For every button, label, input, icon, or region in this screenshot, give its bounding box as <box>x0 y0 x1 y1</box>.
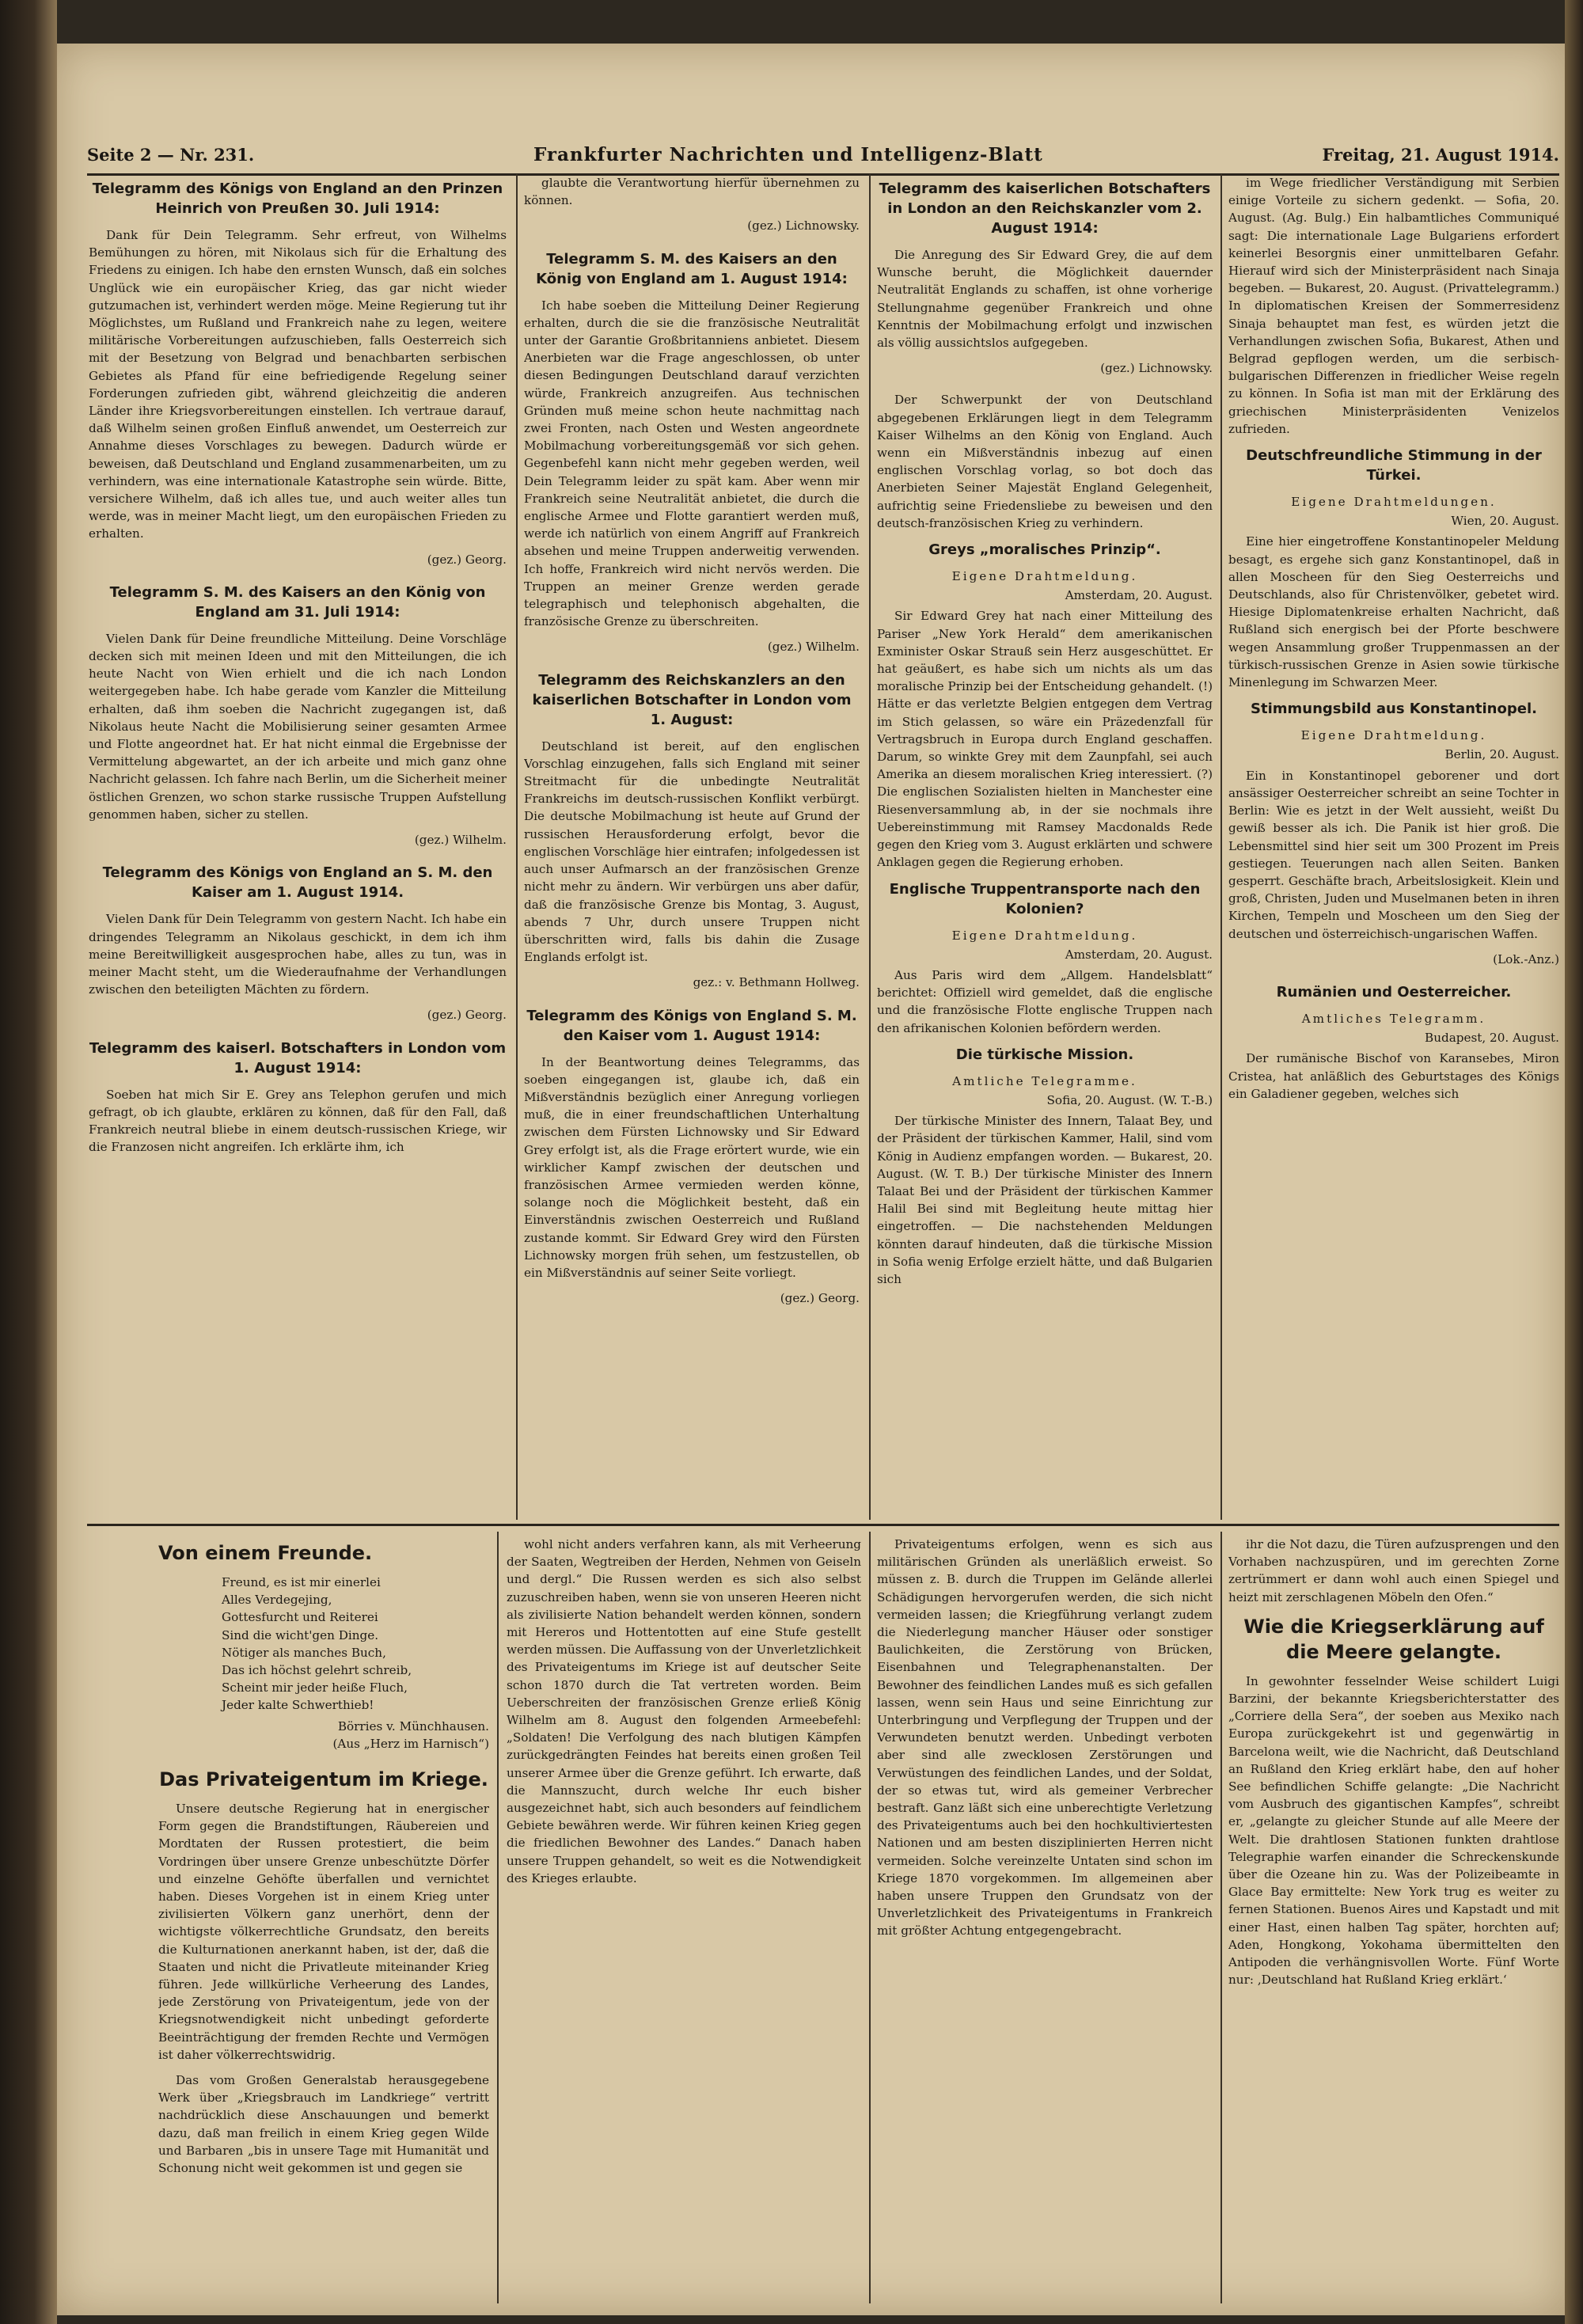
article-dateline: Sofia, 20. August. (W. T.-B.) <box>1046 1092 1213 1107</box>
article-paragraph: im Wege friedlicher Verständigung mit Serbien einige Vorteile zu sichern gedenkt. — Sofia, 20. August. (Ag. Bulg.) Ein halbamtliches Communiqué sagt: Die internationale Lage Bulgariens erfordert keinerlei Besorgnis einer unmittelbaren Gefahr. Hierauf wird sich der Ministerpräsident nach Sinaja begeben. — Bukarest, 20. August. (Privattelegramm.) In diplomatischen Kreisen der Sommerresidenz Sinaja behauptet man fest, es würden jetzt die Verhandlungen zwischen Sofia, Bukarest, Athen und Belgrad gepflogen werden, um die serbisch-bulgarischen Differenzen in friedlicher Weise regeln zu können. In Sofia ist man mit der Erklärung des griechischen Ministerpräsidenten Venizelos zufrieden. <box>1228 176 1559 436</box>
article-headline: Telegramm des Königs von England an den Prinzen Heinrich von Preußen 30. Juli 1914: <box>92 180 503 217</box>
poem-title: Von einem Freunde. <box>158 1542 373 1564</box>
article-headline: Telegramm des Königs von England S. M. den Kaiser vom 1. August 1914: <box>526 1007 857 1044</box>
article-source: Eigene Drahtmeldungen. <box>1291 495 1497 510</box>
article-headline: Stimmungsbild aus Konstantinopel. <box>1251 701 1537 718</box>
article-paragraph: Der rumänische Bischof von Karansebes, Miron Cristea, hat anläßlich des Geburtstages des Königs ein Galadiener gegeben, welches sich <box>1228 1051 1559 1101</box>
article-headline: Deutschfreundliche Stimmung in der Türkei. <box>1246 447 1542 484</box>
article-headline: Telegramm des kaiserlichen Botschafters in London an den Reichskanzler vom 2. August 1914: <box>879 180 1211 237</box>
article-paragraph: Der Schwerpunkt der von Deutschland abgegebenen Erklärungen liegt in dem Telegramm Kaiser Wilhelms an den König von England. Auch wenn ein Mißverständnis inbezug auf einen englischen Vorschlag vorlag, so bot doch das Anerbieten Seiner Majestät England Gelegenheit, aufrichtig seine Friedensliebe zu beweisen und den deutsch-französischen Krieg zu verhindern. <box>877 393 1213 530</box>
article-headline: Die türkische Mission. <box>955 1046 1134 1063</box>
article-paragraph: Der türkische Minister des Innern, Talaat Bey, und der Präsident der türkischen Kammer, Halil, sind vom König in Audienz empfangen worden. — Bukarest, 20. August. (W. T. B.) Der türkische Minister des Innern Talaat Bei und der Präsident der türkischen Kammer Halil Bei sind mit Begleitung heute mittag hier eingetroffen. — Die nachstehenden Meldungen könnten darauf hindeuten, daß die türkische Mission in Sofia wenig Erfolge erzielt hätte, und daß Bulgarien sich <box>877 1114 1213 1286</box>
column-rule <box>869 1532 871 2303</box>
article-headline: Telegramm des Reichskanzlers an den kaiserlichen Botschafter in London vom 1. August: <box>532 671 852 728</box>
article-source: Eigene Drahtmeldung. <box>951 928 1138 943</box>
article-title: Wie die Kriegserklärung auf die Meere gelangte. <box>1243 1615 1544 1663</box>
header-page-number: Seite 2 — Nr. 231. <box>87 144 255 165</box>
article-headline: Rumänien und Oesterreicher. <box>1276 983 1512 1001</box>
article-signature: (gez.) Georg. <box>427 552 507 567</box>
article-headline: Telegramm S. M. des Kaisers an den König von England am 31. Juli 1914: <box>109 583 486 621</box>
article-paragraph: Privateigentums erfolgen, wenn es sich aus militärischen Gründen als unerläßlich erweist. So müssen z. B. durch die Truppen im Gelände allerlei Schädigungen hervorgerufen werden, die sich nicht vermeiden lassen; die Kriegführung verlangt zudem die Niederlegung mancher Häuser oder sonstiger Baulichkeiten, die Zerstörung von Brücken, Eisenbahnen und Telegraphenanstalten. Der Bewohner des feindlichen Landes muß es sich gefallen lassen, wenn sein Haus und seine Einrichtung zur Unterbringung und Verpflegung der Truppen und der Verwundeten benutzt werden. Unbedingt verboten aber sind alle zwecklosen Zerstörungen und Verwüstungen des feindlichen Landes, und der Soldat, der so etwas tut, wird als gemeiner Verbrecher bestraft. Ganz läßt sich eine unberechtigte Verletzung des Privateigentums auch bei den hochkultiviertesten Nationen und am besten disziplinierten Herren nicht vermeiden. Solche vereinzelte Untaten sind schon im Kriege 1870 vorgekommen. Im allgemeinen aber haben unsere Truppen den Grundsatz von der Unverletzlichkeit des Privateigentums in Frankreich mit größter Achtung entgegengebracht. <box>877 1537 1213 1939</box>
article-headline: Greys „moralisches Prinzip“. <box>928 541 1161 559</box>
book-binding-left <box>0 0 57 2324</box>
book-binding-right <box>1565 0 1583 2324</box>
article-headline: Telegramm des kaiserl. Botschafters in London vom 1. August 1914: <box>89 1039 507 1077</box>
article-paragraph: Ich habe soeben die Mitteilung Deiner Regierung erhalten, durch die sie die französische Neutralität unter der Garantie Großbritanniens anbietet. Diesem Anerbieten war die Frage angeschlossen, ob unter diesen Bedingungen Deutschland darauf verzichten würde, Frankreich anzugreifen. Aus technischen Gründen muß meine schon heute nachmittag nach zwei Fronten, nach Osten und Westen angeordnete Mobilmachung vorbereitungsgemäß vor sich gehen. Gegenbefehl kann nicht mehr gegeben werden, weil Dein Telegramm leider zu spät kam. Aber wenn mir Frankreich seine Neutralität anbietet, die durch die englische Armee und Flotte garantiert werden muß, werde ich natürlich von einem Angriff auf Frankreich absehen und meine Truppen anderweitig verwenden. Ich hoffe, Frankreich wird nicht nervös werden. Die Truppen an meiner Grenze werden gerade telegraphisch und telephonisch abgehalten, die französische Grenze zu überschreiten. <box>524 298 860 629</box>
article-title: Das Privateigentum im Kriege. <box>159 1768 488 1791</box>
article-paragraph: In gewohnter fesselnder Weise schildert Luigi Barzini, der bekannte Kriegsberichterstatter des „Corriere della Sera“, der soeben aus Mexiko nach Europa zurückgekehrt ist und gegenwärtig in Barcelona weilt, wie die Nachricht, daß Deutschland an Rußland den Krieg erklärt habe, den auf hoher See befindlichen Schiffe gelangte: „Die Nachricht vom Ausbruch des gigantischen Kampfes“, schreibt er, „gelangte zu gleicher Stunde auf alle Meere der Welt. Die drahtlosen Stationen funkten drahtlose Telegraphie warfen einander die Schreckenskunde über die Ozeane hin zu. Was der Polizeibeamte in Glace Bay ermittelte: New York trug es weiter zu fernen Stationen. Buenos Aires und Kapstadt und mit einer Hast, einen halben Tag später, horchten auf; Aden, Hongkong, Yokohama übermittelten den Antipoden die verhängnisvollen Worte. Fünf Worte nur: ‚Deutschland hat Rußland Krieg erklärt.‘ <box>1228 1673 1559 1988</box>
article-signature: (gez.) Wilhelm. <box>767 640 860 655</box>
lower-column-1 <box>158 1536 489 2303</box>
article-paragraph: Die Anregung des Sir Edward Grey, die auf dem Wunsche beruht, die Möglichkeit dauernder Neutralität Englands zu schaffen, ist ohne vorherige Stellungnahme gegenüber Frankreich und ohne Kenntnis der Mobilmachung erfolgt und inzwischen als völlig aussichtslos aufgegeben. <box>877 248 1213 351</box>
column-3 <box>877 174 1213 1520</box>
section-divider <box>87 1524 1559 1526</box>
article-paragraph: Eine hier eingetroffene Konstantinopeler Meldung besagt, es ergehe sich ganz Konstantinopel, daß in allen Moscheen für den Sieg Oesterreichs und Deutschlands, also für Christenvölker, gebetet wird. Hiesige Diplomatenkreise erhalten Nachricht, daß Rußland sich energisch bei der Pforte beschwere wegen Ansammlung großer Truppenmassen an der türkisch-russischen Grenze in Asien sowie türkische Minenlegung im Schwarzen Meer. <box>1228 534 1559 690</box>
article-signature: gez.: v. Bethmann Hollweg. <box>693 975 860 990</box>
article-dateline: Budapest, 20. August. <box>1425 1031 1559 1046</box>
lower-column-2 <box>507 1536 861 2303</box>
article-dateline: Wien, 20. August. <box>1451 514 1559 529</box>
article-headline: Telegramm des Königs von England an S. M. den Kaiser am 1. August 1914. <box>102 864 493 902</box>
column-rule <box>497 1532 499 2303</box>
article-paragraph: ihr die Not dazu, die Türen aufzusprengen und den Vorhaben nachzuspüren, und im gerechten Zorne zertrümmert er dann wohl auch einen Spiegel und heizt mit zerschlagenen Möbeln den Ofen.“ <box>1228 1537 1559 1604</box>
article-paragraph: Dank für Dein Telegramm. Sehr erfreut, von Wilhelms Bemühungen zu hören, mit Nikolaus sich für die Erhaltung des Friedens zu einigen. Ich habe den ernsten Wunsch, daß ein solches Unglück wie ein europäischer Krieg, das gar nicht wieder gutzumachen ist, verhindert werden möge. Meine Regierung tut ihr Möglichstes, um Rußland und Frankreich nahe zu legen, weitere militärische Vorbereitungen aufzuschieben, falls Oesterreich sich mit der Besetzung von Belgrad und benachbarten serbischen Gebietes als Pfand für eine befriedigende Regelung seiner Forderungen zufrieden gibt, während gleichzeitig die anderen Länder ihre Kriegsvorbereitungen einstellen. Ich vertraue darauf, daß Wilhelm seinen großen Einfluß anwendet, um Oesterreich zur Annahme dieses Vorschlages zu bewegen. Dadurch würde er beweisen, daß Deutschland und England zusammenarbeiten, um zu verhindern, was eine internationale Katastrophe sein würde. Bitte, versichere Wilhelm, daß ich alles tue, und auch weiter alles tun werde, was in meiner Macht liegt, um den europäischen Frieden zu erhalten. <box>89 228 507 541</box>
column-rule <box>1220 1532 1222 2303</box>
article-paragraph: Soeben hat mich Sir E. Grey ans Telephon gerufen und mich gefragt, ob ich glaubte, erklären zu können, daß für den Fall, daß Frankreich neutral bliebe in einem deutsch-russischen Kriege, wir die Franzosen nicht angreifen. Ich erklärte ihm, ich <box>89 1087 507 1155</box>
article-paragraph: wohl nicht anders verfahren kann, als mit Verheerung der Saaten, Wegtreiben der Herden, Nehmen von Geiseln und dergl.“ Die Russen werden es sich also selbst zuzuschreiben haben, wenn sie von unseren Heeren nicht als zivilisierte Nation behandelt werden können, sondern mit Hereros und Hottentotten auf eine Stufe gestellt werden müssen. Die Auffassung von der Unverletzlichkeit des Privateigentums im Kriege ist auf deutscher Seite schon 1870 durch die Tat vertreten worden. Beim Ueberschreiten der französischen Grenze erließ König Wilhelm am 8. August den folgenden Armeebefehl: „Soldaten! Die Verfolgung des nach blutigen Kämpfen zurückgedrängten Feindes hat bereits einen großen Teil unserer Armee über die Grenze geführt. Ich erwarte, daß die Mannszucht, durch welche Ihr euch bisher ausgezeichnet habt, sich auch besonders auf feindlichem Gebiete bewähren werde. Wir führen keinen Krieg gegen die friedlichen Bewohner des Landes.“ Danach haben unsere Truppen gehandelt, so weit es die Notwendigkeit des Krieges erlaubte. <box>507 1537 861 1885</box>
article-signature: (Lok.-Anz.) <box>1493 951 1559 966</box>
lower-column-4 <box>1228 1536 1559 2303</box>
article-paragraph: In der Beantwortung deines Telegramms, das soeben eingegangen ist, glaube ich, daß ein Mißverständnis bezüglich einer Anregung vorliegen muß, die in einer freundschaftlichen Unterhaltung zwischen dem Fürsten Lichnowsky und Sir Edward Grey erfolgt ist, als die Frage erörtert wurde, wie ein wirklicher Kampf zwischen der deutschen und französischen Armee vermieden werden könne, solange noch die Möglichkeit besteht, daß ein Einverständnis zwischen Oesterreich und Rußland zustande kommt. Sir Edward Grey wird den Fürsten Lichnowsky morgen früh sehen, um festzustellen, ob ein Mißverständnis auf seiner Seite vorliegt. <box>524 1054 860 1280</box>
article-paragraph: glaubte die Verantwortung hierfür übernehmen zu können. <box>524 176 860 208</box>
article-paragraph: Sir Edward Grey hat nach einer Mitteilung des Pariser „New York Herald“ dem amerikanischen Exminister Oskar Strauß sein Herz ausgeschüttet. Er hat geäußert, es habe sich um nichts als um das moralische Prinzip bei der Entscheidung gehandelt. (!) Hätte er das verletzte Belgien entgegen dem Vertrag im Stich gelassen, so wäre ein Präzedenzfall für Vertragsbruch in Europa durch England geschaffen. Darum, so winkte Grey mit dem Zaunpfahl, sei auch Amerika an diesem moralischen Krieg interessiert. (?) Die englischen Sozialisten hielten in Manchester eine Riesenversammlung ab, in der sie nochmals ihre Uebereinstimmung mit Ramsey Macdonalds Rede gegen den Krieg vom 3. August erklärten und schwere Anklagen gegen die Regierung erhoben. <box>877 609 1213 870</box>
article-signature: (gez.) Lichnowsky. <box>747 218 860 234</box>
article-headline: Englische Truppentransporte nach den Kolonien? <box>889 880 1201 917</box>
header-masthead: Frankfurter Nachrichten und Intelligenz-Blatt <box>533 143 1043 165</box>
article-paragraph: Das vom Großen Generalstab herausgegebene Werk über „Kriegsbrauch im Landkriege“ vertritt nachdrücklich diese Anschauungen und bemerkt dazu, daß man freilich in einem Krieg gegen Wilde und Barbaren „bis in unsere Tage mit Humanität und Schonung nicht weit gekommen ist und gegen sie <box>158 2073 489 2176</box>
article-headline: Telegramm S. M. des Kaisers an den König von England am 1. August 1914: <box>536 250 848 287</box>
article-dateline: Amsterdam, 20. August. <box>1065 588 1213 603</box>
article-source: Amtliche Telegramme. <box>952 1073 1137 1088</box>
article-paragraph: Unsere deutsche Regierung hat in energischer Form gegen die Brandstiftungen, Räubereien und Mordtaten der Russen protestiert, die beim Vordringen über unsere Grenze unbeschützte Dörfer und einzelne Gehöfte überfallen und vernichtet haben. Dieses Vorgehen ist in einem Krieg unter zivilisierten Völkern ganz unerhört, denn der wichtigste völkerrechtliche Grundsatz, den bereits die Kulturnationen anerkannt haben, ist der, daß die Staaten und nicht die Privatleute miteinander Krieg führen. Jede willkürliche Verheerung des Landes, jede Zerstörung von Privateigentum, jede von der Kriegsnotwendigkeit nicht unbedingt geforderte Beeinträchtigung der fremden Rechte und Vermögen ist daher völkerrechtswidrig. <box>158 1802 489 2062</box>
article-signature: (gez.) Wilhelm. <box>414 833 507 848</box>
header-date: Freitag, 21. August 1914. <box>1322 144 1559 165</box>
article-paragraph: Deutschland ist bereit, auf den englischen Vorschlag einzugehen, falls sich England mit seiner Streitmacht für die unbedingte Neutralität Frankreichs im deutsch-russischen Konflikt verbürgt. Die deutsche Mobilmachung ist heute auf Grund der russischen Herausforderung erfolgt, bevor die englischen Vorschläge hier eintrafen; infolgedessen ist auch unser Aufmarsch an der französischen Grenze nicht mehr zu ändern. Wir verbürgen uns aber dafür, daß die französische Grenze bis Montag, 3. August, abends 7 Uhr, durch unsere Truppen nicht überschritten wird, falls bis dahin die Zusage Englands erfolgt ist. <box>524 739 860 965</box>
column-4 <box>1228 174 1559 1520</box>
article-signature: (gez.) Lichnowsky. <box>1100 361 1213 376</box>
article-source: Eigene Drahtmeldung. <box>951 569 1138 584</box>
column-1 <box>89 174 507 1520</box>
article-signature: (gez.) Georg. <box>427 1008 507 1023</box>
column-2 <box>524 174 860 1520</box>
article-paragraph: Vielen Dank für Dein Telegramm von gestern Nacht. Ich habe ein dringendes Telegramm an Nikolaus geschickt, in dem ich ihm meine Bereitwilligkeit ausgesprochen habe, alles zu tun, was in meiner Macht steht, um die Wiederaufnahme der Verhandlungen zwischen den beteiligten Mächten zu fördern. <box>89 912 507 997</box>
column-rule <box>1220 174 1222 1520</box>
article-source: Eigene Drahtmeldung. <box>1300 728 1487 743</box>
article-paragraph: Ein in Konstantinopel geborener und dort ansässiger Oesterreicher schreibt an seine Tochter in Berlin: Wie es jetzt in der Welt aussieht, weißt Du gewiß besser als ich. Die Panik ist hier groß. Die Lebensmittel sind hier seit um 300 Prozent im Preis gestiegen. Teuerungen nach allen Seiten. Banken gesperrt. Geschäfte brach, Arbeitslosigkeit. Klein und groß, Christen, Juden und Muselmanen beten in ihren Kirchen, Tempeln und Moscheen um den Sieg der deutschen und österreichisch-ungarischen Waffen. <box>1228 768 1559 941</box>
column-rule <box>516 174 518 1520</box>
article-paragraph: Aus Paris wird dem „Allgem. Handelsblatt“ berichtet: Offiziell wird gemeldet, daß die englische und die französische Flotte englische Truppen nach den afrikanischen Kolonien befördern werden. <box>877 967 1213 1035</box>
article-dateline: Amsterdam, 20. August. <box>1065 947 1213 962</box>
poem-author: Börries v. Münchhausen. (Aus „Herz im Harnisch“) <box>332 1718 489 1751</box>
poem-text: Freund, es ist mir einerlei Alles Verdegejing, Gottesfurcht und Reiterei Sind die wicht'gen Dinge. Nötiger als manches Buch, Das ich höchst gelehrt schreib, Scheint mir jeder heiße Fluch, Jeder kalte Schwerthieb! <box>222 1575 412 1713</box>
article-signature: (gez.) Georg. <box>780 1291 860 1306</box>
page-header <box>87 139 1559 176</box>
article-paragraph: Vielen Dank für Deine freundliche Mitteilung. Deine Vorschläge decken sich mit meinen Ideen und mit den Mitteilungen, die ich heute Nacht von Wien erhielt und die ich nach London weitergegeben habe. Ich habe gerade vom Kanzler die Mitteilung erhalten, daß ihm soeben die Nachricht zugegangen ist, daß Nikolaus heute Nacht die Mobilisierung seiner gesamten Armee und Flotte angeordnet hat. Er hat nicht einmal die Ergebnisse der Vermittelung abgewartet, an der ich arbeite und mich ganz ohne Nachricht gelassen. Ich fahre nach Berlin, um die Sicherheit meiner östlichen Grenzen, wo schon starke russische Truppen Aufstellung genommen haben, sicher zu stellen. <box>89 631 507 822</box>
article-source: Amtliches Telegramm. <box>1301 1011 1486 1026</box>
column-rule <box>869 174 871 1520</box>
lower-column-3 <box>877 1536 1213 2303</box>
article-dateline: Berlin, 20. August. <box>1444 747 1559 762</box>
